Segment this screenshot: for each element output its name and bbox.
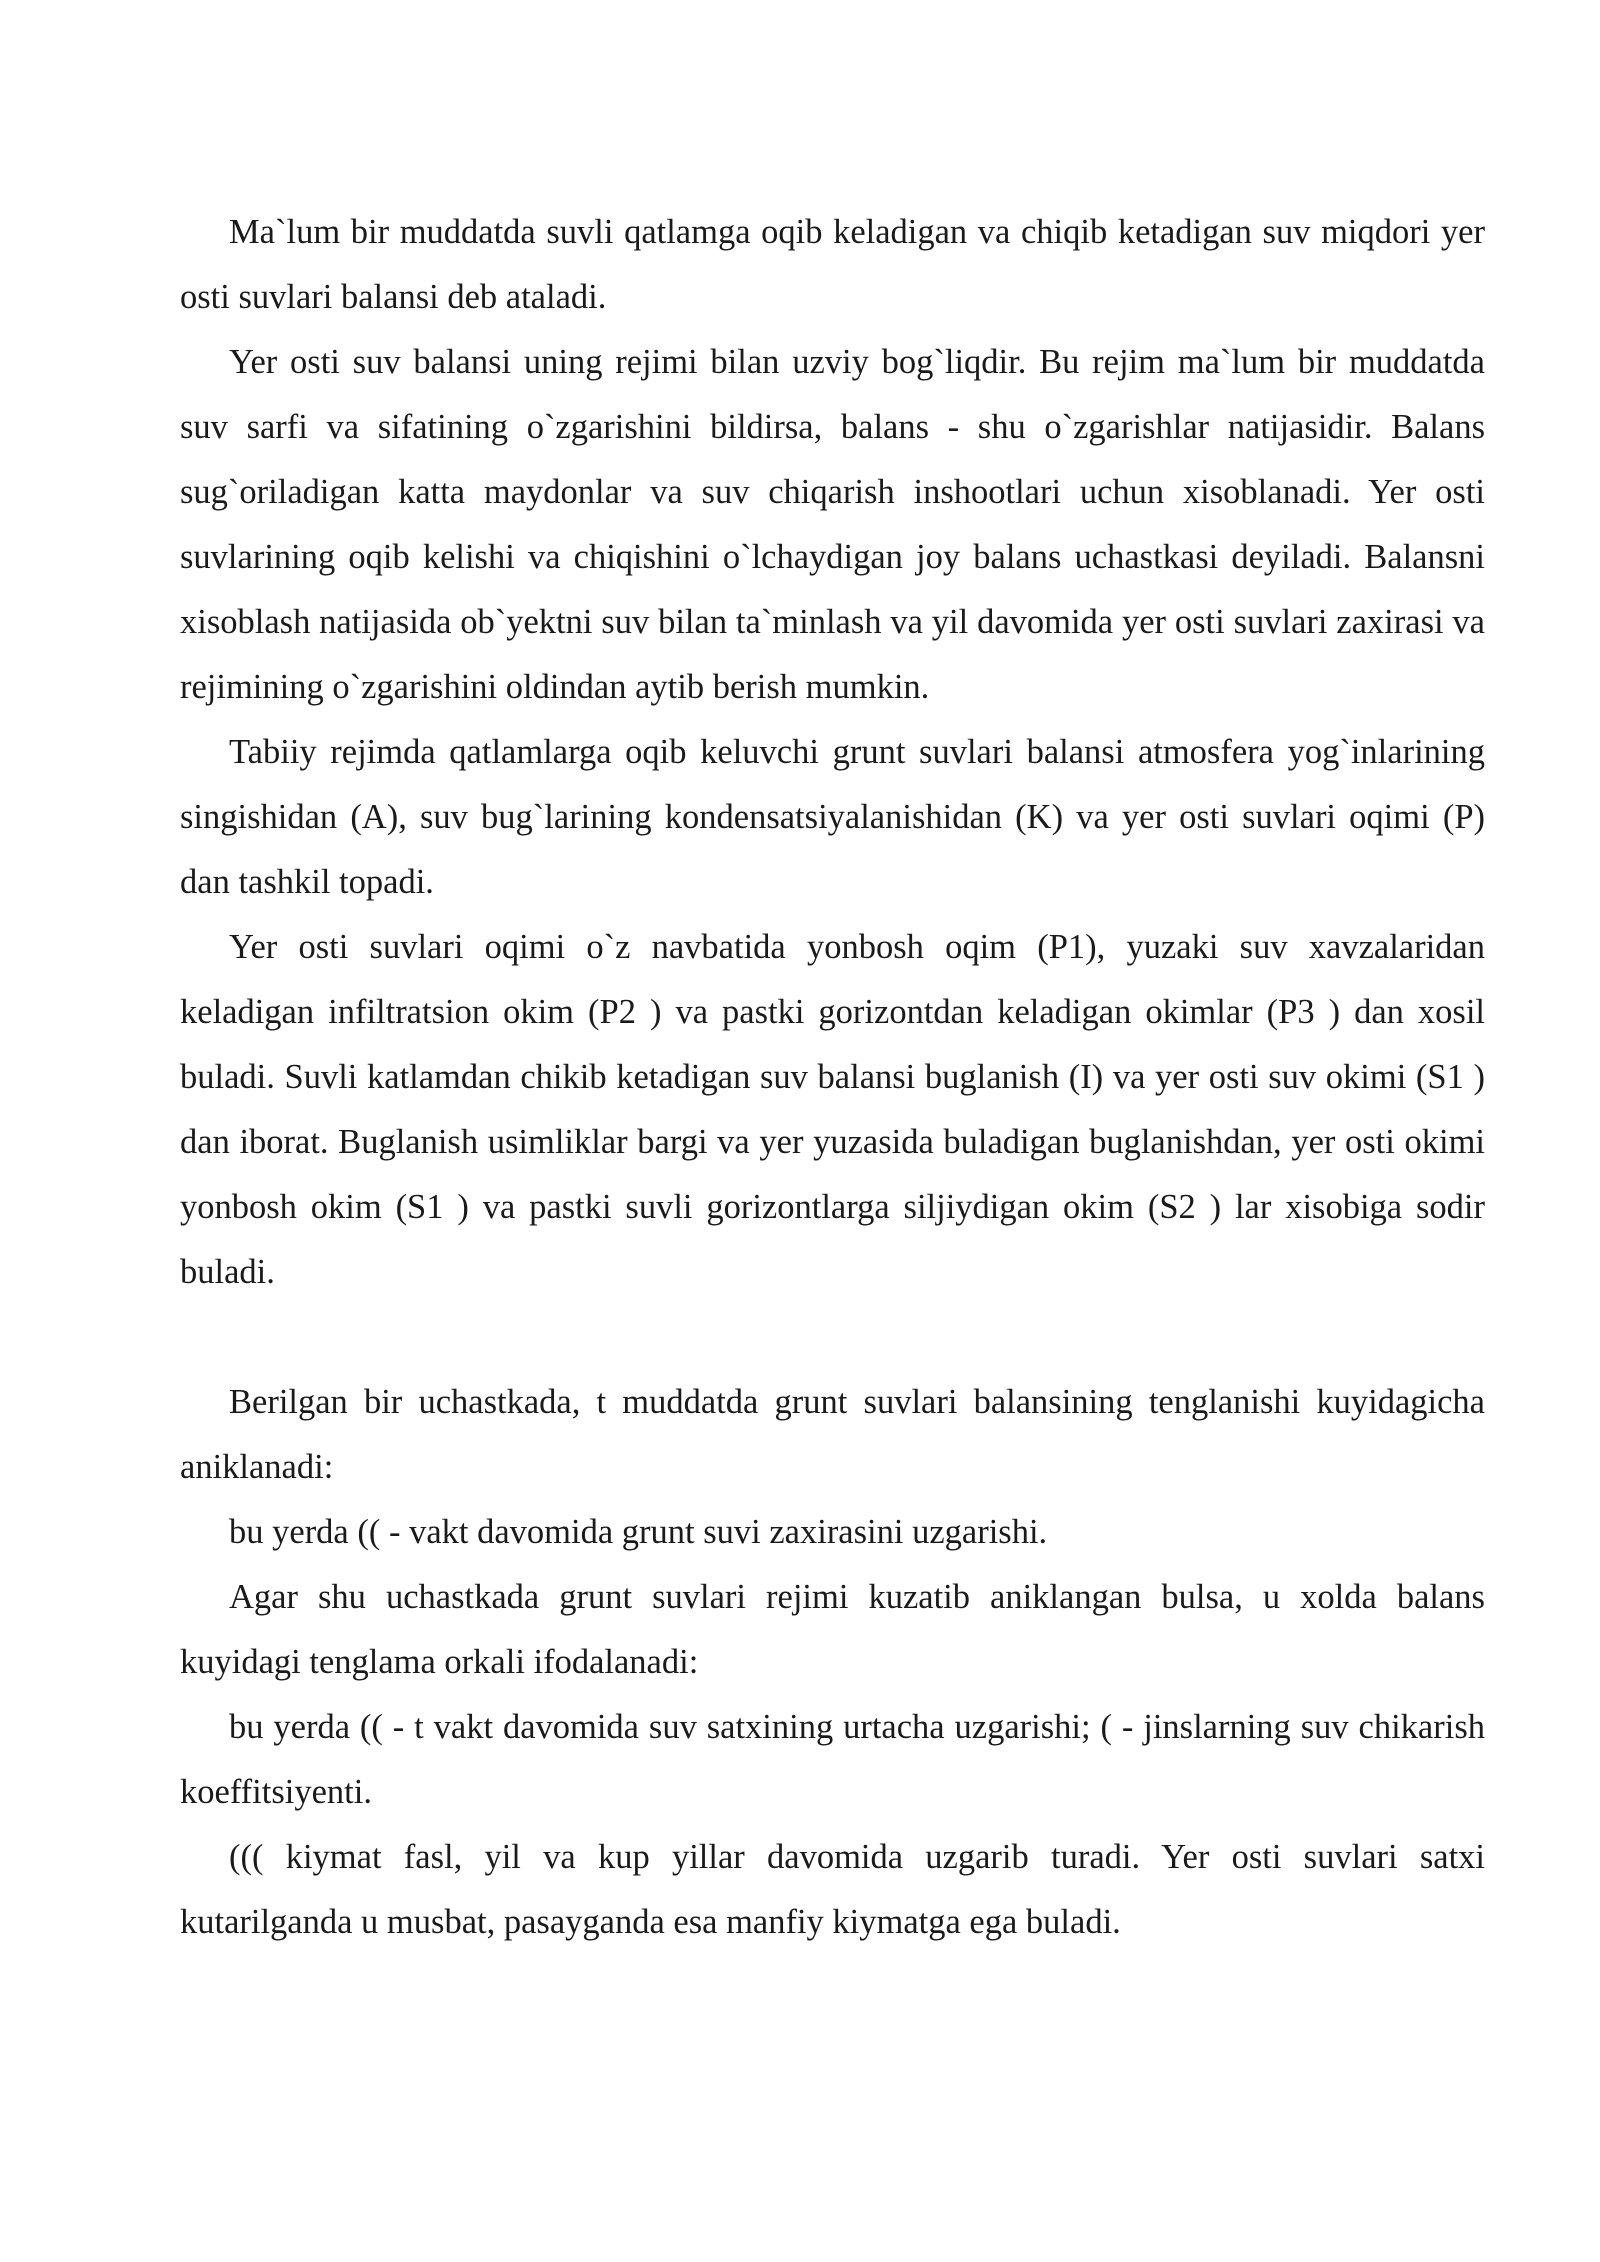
paragraph-6: bu yerda (( - vakt davomida grunt suvi zaxirasini uzgarishi. xyxy=(229,1513,1048,1551)
paragraph-7: Agar shu uchastkada grunt suvlari rejimi kuzatib aniklangan bulsa, u xolda balans kuyidagi tenglama orkali ifodalanadi: xyxy=(180,1578,1485,1681)
paragraph-5: Berilgan bir uchastkada, t muddatda grunt suvlari balansining tenglanishi kuyidagicha aniklanadi: xyxy=(180,1383,1485,1486)
paragraph-8: bu yerda (( - t vakt davomida suv satxining urtacha uzgarishi; ( - jinslarning suv chikarish koeffitsiyenti. xyxy=(180,1708,1485,1811)
paragraph-4: Yer osti suvlari oqimi o`z navbatida yonbosh oqim (P1), yuzaki suv xavzalaridan keladigan infiltratsion okim (P2 ) va pastki gorizontdan keladigan okimlar (P3 ) dan xosil buladi. Suvli katlamdan chikib ketadigan suv balansi buglanish (I) va yer osti suv okimi (S1 ) dan iborat. Buglanish usimliklar bargi va yer yuzasida buladigan buglanishdan, yer osti okimi yonbosh okim (S1 ) va pastki suvli gorizontlarga siljiydigan okim (S2 ) lar xisobiga sodir buladi. xyxy=(180,928,1485,1291)
paragraph-2: Yer osti suv balansi uning rejimi bilan uzviy bog`liqdir. Bu rejim ma`lum bir muddatda suv sarfi va sifatining o`zgarishini bildirsa, balans - shu o`zgarishlar natijasidir. Balans sug`oriladigan katta maydonlar va suv chiqarish inshootlari uchun xisoblanadi. Yer osti suvlarining oqib kelishi va chiqishini o`lchaydigan joy balans uchastkasi deyiladi. Balansni xisoblash natijasida ob`yektni suv bilan ta`minlash va yil davomida yer osti suvlari zaxirasi va rejimining o`zgarishini oldindan aytib berish mumkin. xyxy=(180,343,1485,706)
paragraph-1: Ma`lum bir muddatda suvli qatlamga oqib keladigan va chiqib ketadigan suv miqdori yer osti suvlari balansi deb ataladi. xyxy=(180,213,1485,316)
paragraph-3: Tabiiy rejimda qatlamlarga oqib keluvchi grunt suvlari balansi atmosfera yog`inlarining singishidan (A), suv bug`larining kondensatsiyalanishidan (K) va yer osti suvlari oqimi (P) dan tashkil topadi. xyxy=(180,733,1485,901)
paragraph-spacer xyxy=(180,1305,1485,1370)
paragraph-9: ((( kiymat fasl, yil va kup yillar davomida uzgarib turadi. Yer osti suvlari satxi kutarilganda u musbat, pasayganda esa manfiy kiymatga ega buladi. xyxy=(180,1838,1485,1941)
document-body xyxy=(180,200,1485,1955)
